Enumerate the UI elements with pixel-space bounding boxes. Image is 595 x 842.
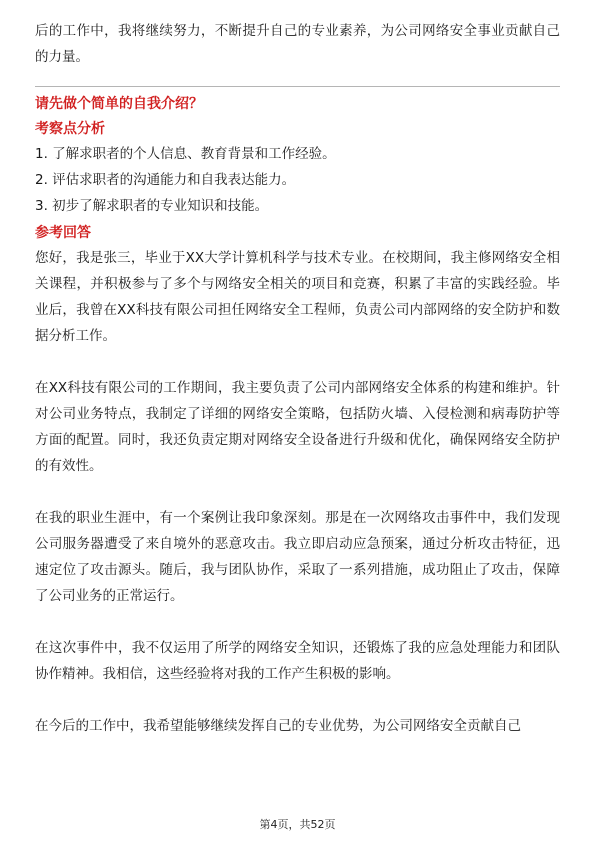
analysis-item: 3. 初步了解求职者的专业知识和技能。 xyxy=(35,198,269,214)
paragraph-gap xyxy=(35,687,560,713)
analysis-item: 2. 评估求职者的沟通能力和自我表达能力。 xyxy=(35,172,296,188)
paragraph-gap xyxy=(35,349,560,375)
paragraph-gap xyxy=(35,609,560,635)
answer-paragraph: 在我的职业生涯中，有一个案例让我印象深刻。那是在一次网络攻击事件中，我们发现公司服务器遭受了来自境外的恶意攻击。我立即启动应急预案，通过分析攻击特征，迅速定位了攻击源头。随后，我与团队协作，采取了一系列措施，成功阻止了攻击，保障了公司业务的正常运行。 xyxy=(35,510,560,604)
analysis-item: 1. 了解求职者的个人信息、教育背景和工作经验。 xyxy=(35,146,336,162)
page-number: 第4页，共52页 xyxy=(259,818,336,831)
question-heading: 请先做个简单的自我介绍？ xyxy=(35,96,203,112)
answer-paragraph: 您好，我是张三，毕业于XX大学计算机科学与技术专业。在校期间，我主修网络安全相关课程，并积极参与了多个与网络安全相关的项目和竞赛，积累了丰富的实践经验。毕业后，我曾在XX科技有限公司担任网络安全工程师，负责公司内部网络的安全防护和数据分析工作。 xyxy=(35,250,560,344)
answer-paragraph: 在今后的工作中，我希望能够继续发挥自己的专业优势，为公司网络安全贡献自己 xyxy=(35,718,521,734)
section-divider xyxy=(35,86,560,87)
answer-title: 参考回答 xyxy=(35,225,91,241)
document-page xyxy=(35,18,560,739)
analysis-title: 考察点分析 xyxy=(35,121,105,137)
answer-paragraph: 在这次事件中，我不仅运用了所学的网络安全知识，还锻炼了我的应急处理能力和团队协作精神。我相信，这些经验将对我的工作产生积极的影响。 xyxy=(35,640,560,682)
intro-paragraph: 后的工作中，我将继续努力，不断提升自己的专业素养，为公司网络安全事业贡献自己的力量。 xyxy=(35,23,560,65)
paragraph-gap xyxy=(35,479,560,505)
answer-paragraph: 在XX科技有限公司的工作期间，我主要负责了公司内部网络安全体系的构建和维护。针对公司业务特点，我制定了详细的网络安全策略，包括防火墙、入侵检测和病毒防护等方面的配置。同时，我还负责定期对网络安全设备进行升级和优化，确保网络安全防护的有效性。 xyxy=(35,380,560,474)
